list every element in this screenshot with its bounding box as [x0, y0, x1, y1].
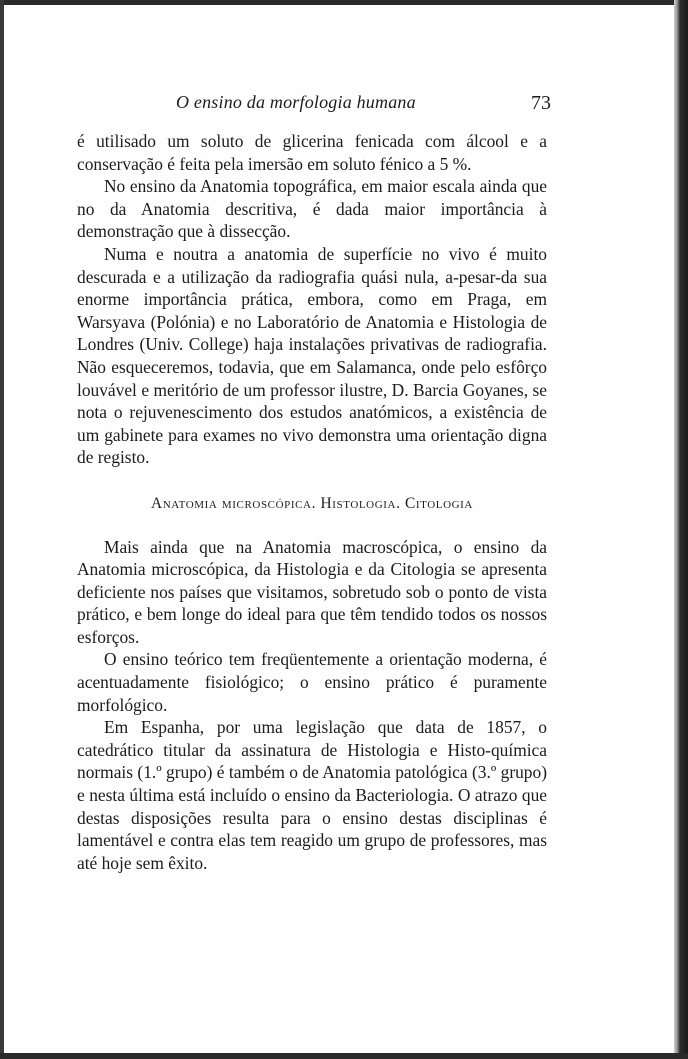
paragraph-1: é utilisado um soluto de glicerina fenicada com álcool e a conservação é feita pela imersão em soluto fénico a 5 %.: [77, 131, 547, 174]
paragraph-3: Numa e noutra a anatomia de superfície no vivo é muito descurada e a utilização da radiografia quási nula, a-pesar-da sua enorme importância prática, embora, como em Praga, em Warsyava (Polónia) e no Laboratório de Anatomia e Histologia de Londres (Univ. College) haja instalações privativas de radiografia. Não esqueceremos, todavia, que em Salamanca, onde pelo esfôrço louvável e meritório de um professor ilustre, D. Barcia Goyanes, se nota o rejuvenescimento dos estudos anatómicos, a existência de um gabinete para exames no vivo demonstra uma orientação digna de registo.: [77, 243, 547, 468]
scan-border-bottom: [0, 1053, 688, 1059]
paragraph-6: Em Espanha, por uma legislação que data de 1857, o catedrático titular da assinatura de Histologia e Histo-química normais (1.º grupo) é também o de Anatomia patológica (3.º grupo) e nesta última está incluído o ensino da Bacteriologia. O atrazo que destas disposições resulta para o ensino destas disciplinas é lamentável e contra elas tem reagido um grupo de professores, mas até hoje sem êxito.: [77, 717, 547, 873]
page-number: 73: [531, 92, 551, 114]
paragraph-2: No ensino da Anatomia topográfica, em maior escala ainda que no da Anatomia descritiva, é dada maior importância à demonstração que à dissecção.: [77, 176, 547, 242]
paragraph-5: O ensino teórico tem freqüentemente a orientação moderna, é acentuadamente fisiológico; o ensino prático é puramente morfológico.: [77, 649, 547, 715]
scan-border-left: [0, 0, 4, 1059]
running-title: O ensino da morfologia humana: [176, 92, 416, 112]
paragraph-4: Mais ainda que na Anatomia macroscópica, o ensino da Anatomia microscópica, da Histologia e da Citologia se apresenta deficiente nos países que visitamos, sobretudo sob o ponto de vista prático, e bem longe do ideal para que têm tendido todos os nossos esforços.: [77, 536, 547, 647]
section-heading: Anatomia microscópica. Histologia. Citologia: [151, 494, 473, 512]
scan-border-top: [0, 0, 688, 5]
scan-border-right: [674, 0, 688, 1059]
body-text: [77, 130, 547, 874]
